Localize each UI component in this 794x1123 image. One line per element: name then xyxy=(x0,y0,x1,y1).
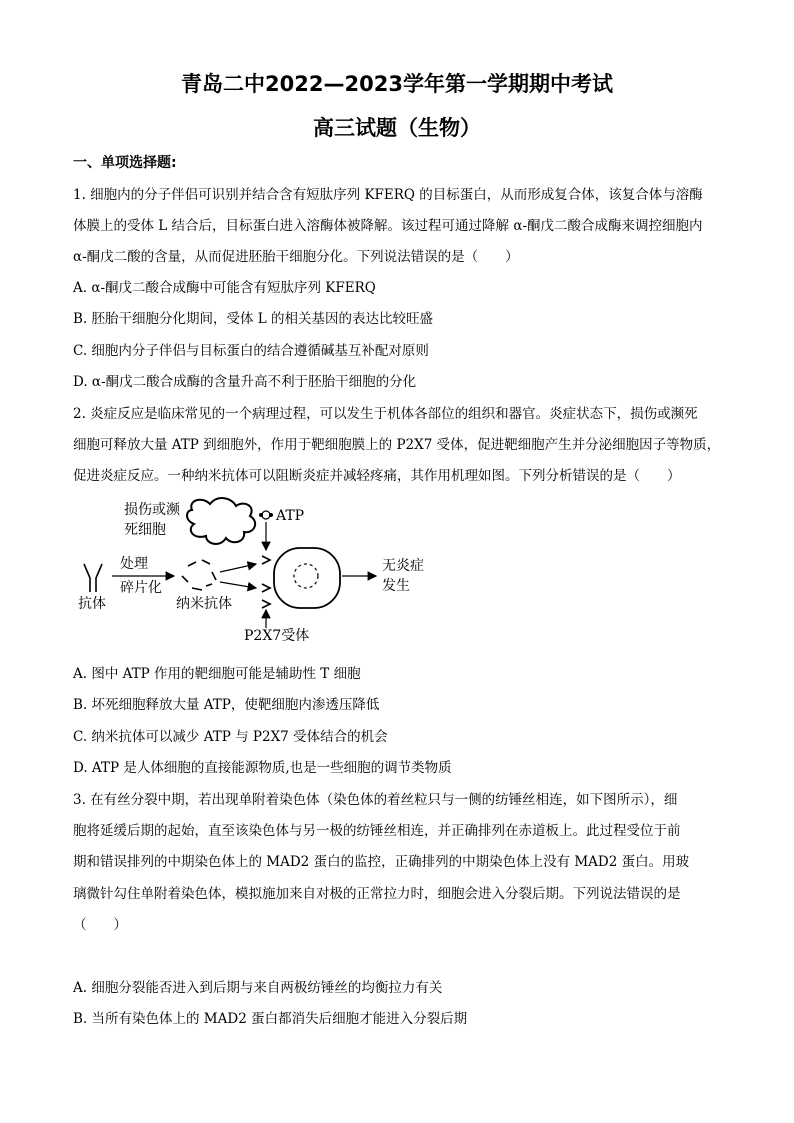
q2-stem-line-2: 细胞可释放大量 ATP 到细胞外，作用于靶细胞膜上的 P2X7 受体，促进靶细胞产生并分泌细胞因子等物质， xyxy=(73,437,721,453)
exam-subtitle: 高三试题（生物） xyxy=(313,116,481,140)
atp-label: ATP xyxy=(276,508,305,524)
binding-arrow-2 xyxy=(220,582,256,588)
process-label-bottom: 碎片化 xyxy=(120,580,162,596)
section-heading: 一、单项选择题: xyxy=(73,155,177,171)
q2-option-b: B. 坏死细胞释放大量 ATP，使靶细胞内渗透压降低 xyxy=(73,697,380,713)
q1-stem-line-3: α-酮戊二酸的含量，从而促进胚胎干细胞分化。下列说法错误的是（ ） xyxy=(73,249,519,265)
q2-stem-line-1: 2. 炎症反应是临床常见的一个病理过程，可以发生于机体各部位的组织和器官。炎症状态下，损伤或濒死 xyxy=(73,406,698,422)
q2-option-a: A. 图中 ATP 作用的靶细胞可能是辅助性 T 细胞 xyxy=(73,666,361,682)
nano-antibody-fragments-icon xyxy=(182,560,216,590)
damaged-cell-label-1: 损伤或濒 xyxy=(124,502,180,518)
q2-option-d: D. ATP 是人体细胞的直接能源物质,也是一些细胞的调节类物质 xyxy=(73,760,452,776)
q1-stem-line-1: 1. 细胞内的分子伴侣可识别并结合含有短肽序列 KFERQ 的目标蛋白，从而形成复合体，该复合体与溶酶 xyxy=(73,187,703,203)
q3-option-a: A. 细胞分裂能否进入到后期与来自两极纺锤丝的均衡拉力有关 xyxy=(73,980,443,996)
q3-option-b: B. 当所有染色体上的 MAD2 蛋白都消失后细胞才能进入分裂后期 xyxy=(73,1011,468,1027)
q3-stem-line-2: 胞将延缓后期的起始，直至该染色体与另一极的纺锤丝相连，并正确排列在赤道板上。此过程受位于前 xyxy=(73,823,681,839)
q3-stem-line-4: 璃微针勾住单附着染色体，模拟施加来自对极的正常拉力时，细胞会进入分裂后期。下列说法错误的是 xyxy=(73,886,681,902)
q1-option-c: C. 细胞内分子伴侣与目标蛋白的结合遵循碱基互补配对原则 xyxy=(73,343,429,359)
target-cell-nucleus xyxy=(294,564,318,588)
p2x7-receptor-icon xyxy=(262,556,270,608)
atp-particle-icon xyxy=(262,511,270,519)
q3-stem-line-5: （ ） xyxy=(73,917,127,933)
process-label-top: 处理 xyxy=(120,556,148,572)
antibody-icon xyxy=(84,564,102,592)
damaged-cell-shape xyxy=(187,498,255,544)
q1-option-a: A. α-酮戊二酸合成酶中可能含有短肽序列 KFERQ xyxy=(73,280,376,296)
binding-arrow-1 xyxy=(220,564,256,572)
q2-option-c: C. 纳米抗体可以减少 ATP 与 P2X7 受体结合的机会 xyxy=(73,729,388,745)
q1-option-d: D. α-酮戊二酸合成酶的含量升高不利于胚胎干细胞的分化 xyxy=(73,374,417,390)
receptor-label: P2X7受体 xyxy=(244,628,310,642)
result-label-2: 发生 xyxy=(382,578,410,594)
exam-title: 青岛二中2022—2023学年第一学期期中考试 xyxy=(181,72,613,96)
q3-stem-line-3: 期和错误排列的中期染色体上的 MAD2 蛋白的监控，正确排列的中期染色体上没有 MAD2 蛋白。用玻 xyxy=(73,854,690,870)
damaged-cell-label-2: 死细胞 xyxy=(124,522,166,538)
q2-mechanism-diagram xyxy=(70,492,430,642)
q2-stem-line-3: 促进炎症反应。一种纳米抗体可以阻断炎症并减轻疼痛，其作用机理如图。下列分析错误的是（ ） xyxy=(73,468,681,484)
q3-stem-line-1: 3. 在有丝分裂中期，若出现单附着染色体（染色体的着丝粒只与一侧的纺锤丝相连，如下图所示），细 xyxy=(73,792,678,808)
nano-antibody-label: 纳米抗体 xyxy=(176,596,232,612)
target-cell xyxy=(274,548,340,608)
q1-stem-line-2: 体膜上的受体 L 结合后，目标蛋白进入溶酶体被降解。该过程可通过降解 α-酮戊二酸合成酶来调控细胞内 xyxy=(73,218,703,234)
antibody-label: 抗体 xyxy=(78,596,106,612)
result-label-1: 无炎症 xyxy=(382,558,424,574)
q1-option-b: B. 胚胎干细胞分化期间，受体 L 的相关基因的表达比较旺盛 xyxy=(73,311,434,327)
